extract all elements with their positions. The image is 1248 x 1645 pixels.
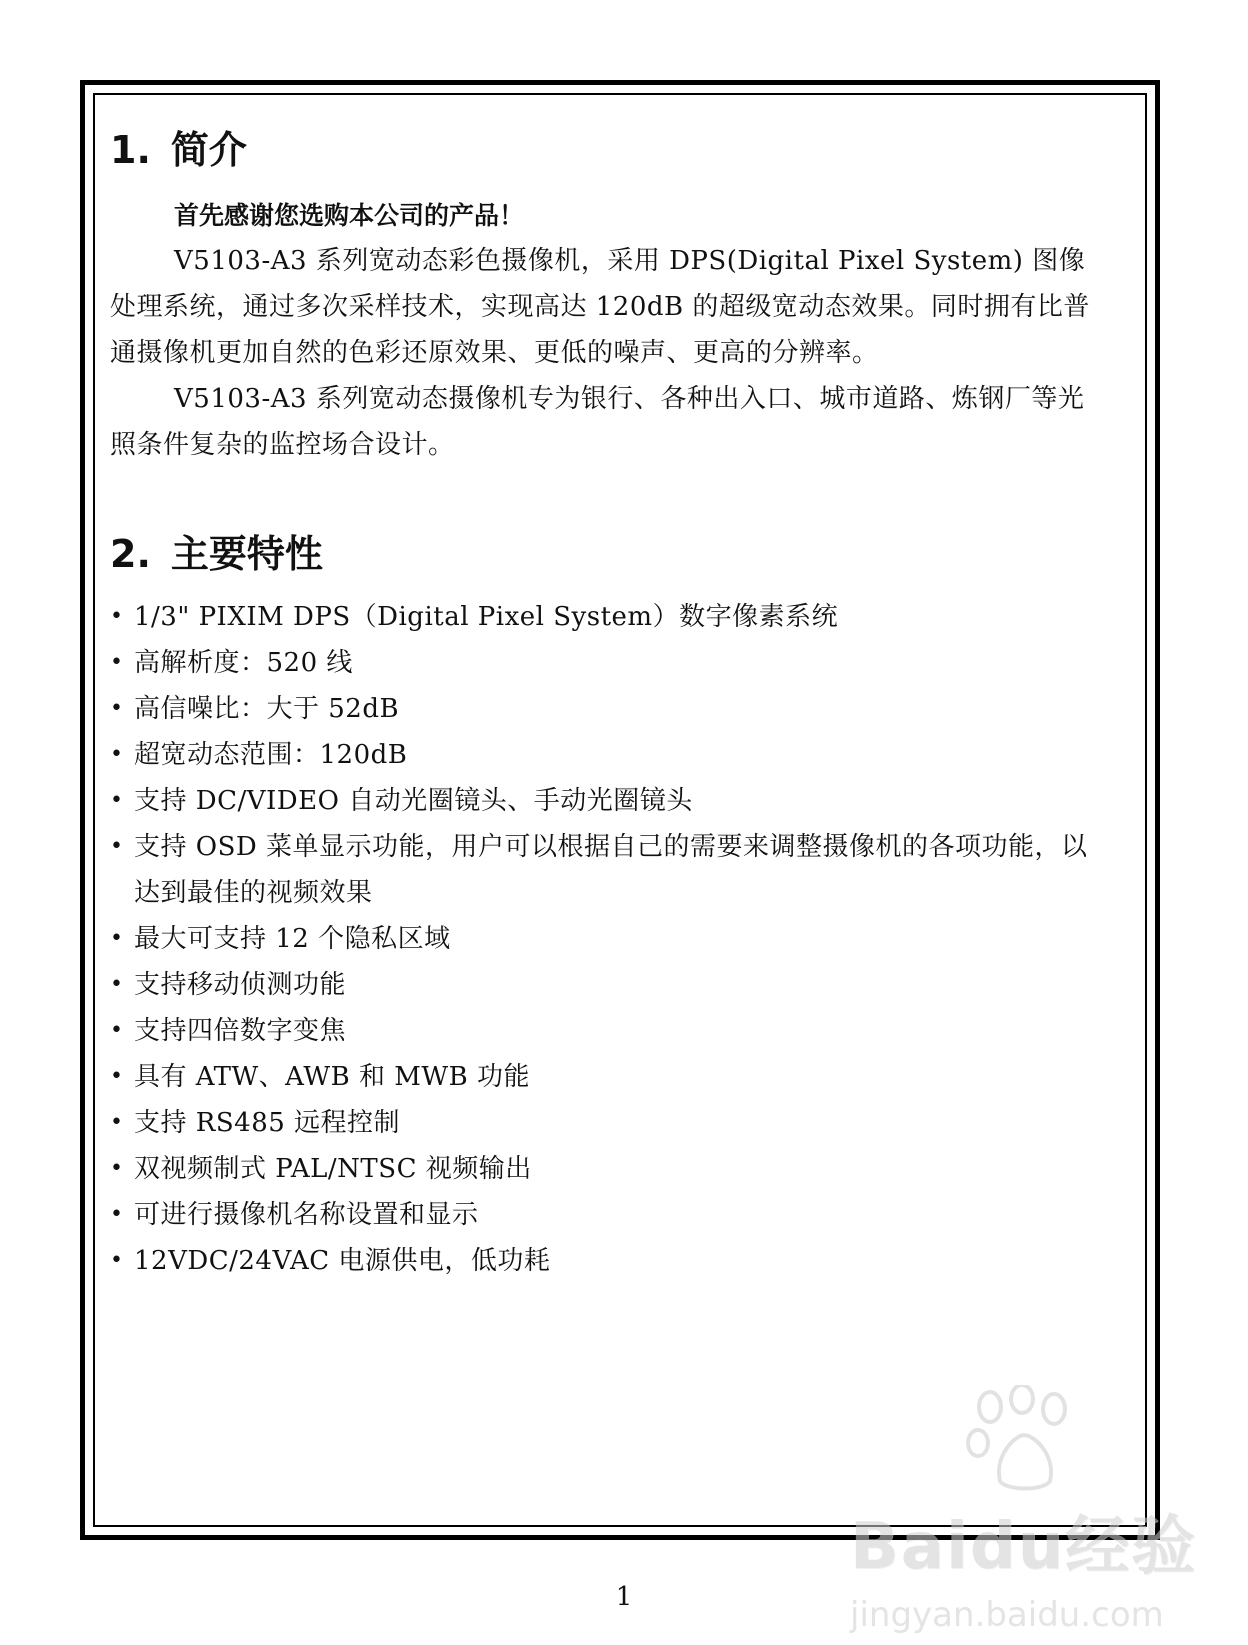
feature-item: • 支持四倍数字变焦 <box>110 1008 1110 1054</box>
feature-item: • 支持 RS485 远程控制 <box>110 1100 1110 1146</box>
page-number: 1 <box>615 1582 633 1612</box>
feature-item: • 高解析度：520 线 <box>110 640 1110 686</box>
paw-logo-icon <box>960 1385 1080 1495</box>
section-1-number: 1. <box>110 128 151 172</box>
feature-item: • 最大可支持 12 个隐私区域 <box>110 916 1110 962</box>
feature-item: • 支持移动侦测功能 <box>110 962 1110 1008</box>
section-2-number: 2. <box>110 532 151 576</box>
feature-item: • 可进行摄像机名称设置和显示 <box>110 1192 1110 1238</box>
feature-item: • 12VDC/24VAC 电源供电，低功耗 <box>110 1238 1110 1284</box>
feature-item: • 支持 DC/VIDEO 自动光圈镜头、手动光圈镜头 <box>110 778 1110 824</box>
section-2-title: 主要特性 <box>170 532 323 576</box>
intro-paragraph-2: V5103-A3 系列宽动态摄像机专为银行、各种出入口、城市道路、炼钢厂等光照条件复杂的监控场合设计。 <box>110 384 1085 460</box>
manual-content <box>110 118 1110 1284</box>
feature-item: • 1/3" PIXIM DPS（Digital Pixel System）数字像素系统 <box>110 594 1110 640</box>
feature-item: • 双视频制式 PAL/NTSC 视频输出 <box>110 1146 1110 1192</box>
feature-item: • 高信噪比：大于 52dB <box>110 686 1110 732</box>
intro-paragraph-1: V5103-A3 系列宽动态彩色摄像机，采用 DPS(Digital Pixel System) 图像处理系统，通过多次采样技术，实现高达 120dB 的超级宽动态效果。同时拥有比普通摄像机更加自然的色彩还原效果、更低的噪声、更高的分辨率。 <box>110 246 1090 368</box>
section-2-heading <box>110 522 1110 586</box>
greeting-text: 首先感谢您选购本公司的产品！ <box>174 201 525 230</box>
feature-item: • 支持 OSD 菜单显示功能，用户可以根据自己的需要来调整摄像机的各项功能，以达到最佳的视频效果 <box>110 824 1110 916</box>
watermark-url: jingyan.baidu.com <box>850 1595 1164 1635</box>
feature-list <box>110 594 1110 1284</box>
feature-item: • 具有 ATW、AWB 和 MWB 功能 <box>110 1054 1110 1100</box>
watermark-brand: Baidu经验 <box>850 1510 1198 1584</box>
section-1-heading <box>110 118 1110 182</box>
feature-item: • 超宽动态范围：120dB <box>110 732 1110 778</box>
section-1-title: 简介 <box>170 128 247 172</box>
